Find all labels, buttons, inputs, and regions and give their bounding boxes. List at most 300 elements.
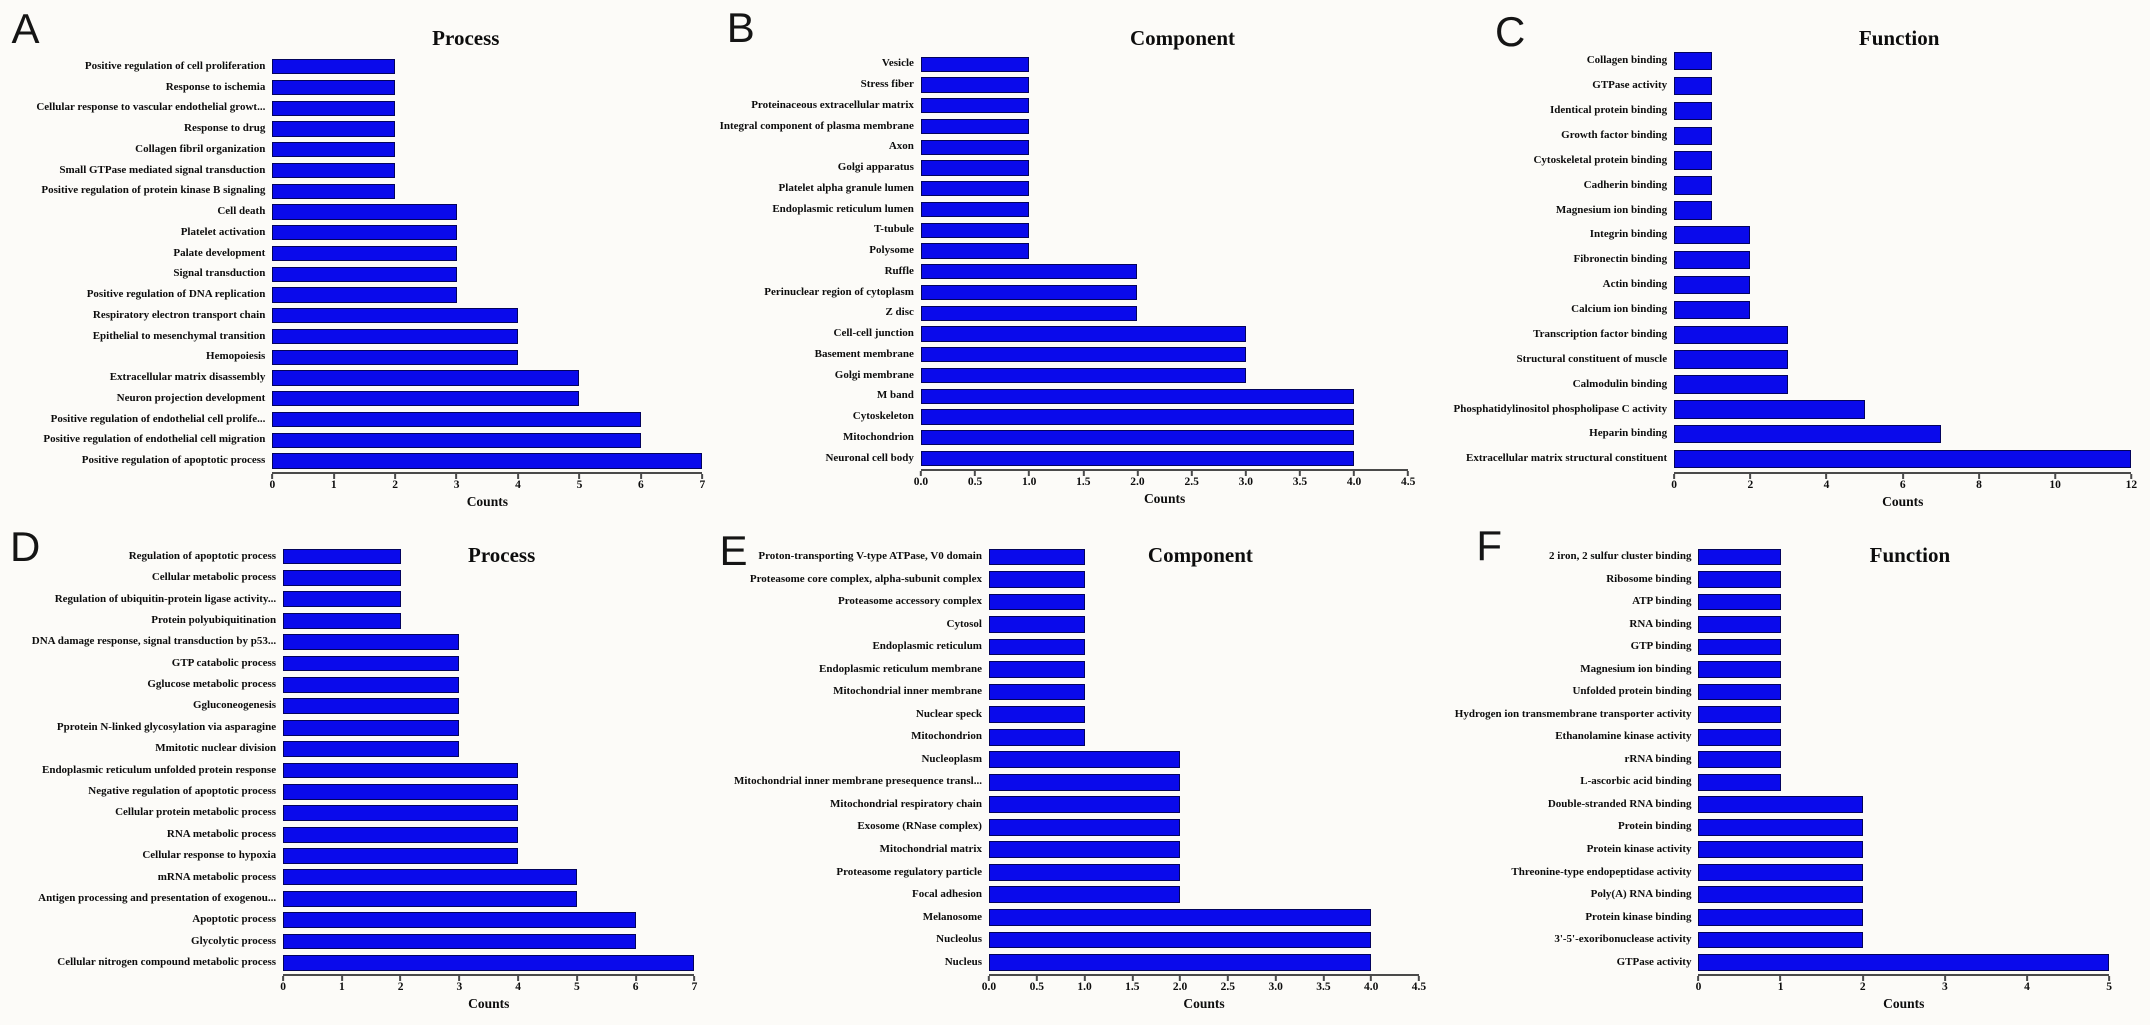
- bar-row: [717, 75, 1434, 96]
- bar: [272, 412, 641, 427]
- bar: [1674, 102, 1712, 120]
- bar-track: [1698, 906, 2109, 929]
- x-axis-label: Counts: [468, 995, 510, 1011]
- bar-row: [1433, 748, 2150, 771]
- bar-track: [272, 347, 702, 368]
- bar: [1674, 425, 1941, 443]
- axis-tick: [1173, 976, 1187, 994]
- bar-track: [1674, 297, 2131, 322]
- axis-tick-label: 1.0: [1022, 475, 1037, 488]
- bar-row: [0, 845, 717, 866]
- bar-row: [0, 546, 717, 567]
- x-axis: [280, 974, 698, 1011]
- bar-track: [272, 222, 702, 243]
- bar-track: [272, 305, 702, 326]
- category-label: Transcription factor binding: [1533, 327, 1668, 340]
- axis-tick: [1293, 471, 1307, 489]
- bar-track: [921, 282, 1408, 303]
- category-label: GTPase activity: [1616, 955, 1692, 968]
- bar-row: [1433, 793, 2150, 816]
- bar-track: [989, 613, 1419, 636]
- category-label: Positive regulation of endothelial cell prolife...: [50, 412, 266, 425]
- bar: [1698, 706, 1780, 723]
- bar: [283, 912, 636, 928]
- bar-track: [272, 368, 702, 389]
- bar-row: [1433, 636, 2150, 659]
- bar: [989, 594, 1085, 611]
- category-label: Poly(A) RNA binding: [1590, 888, 1692, 901]
- axis-tick-label: 6: [632, 980, 639, 993]
- axis-tick-label: 2.5: [1220, 980, 1236, 993]
- category-label: Extracellular matrix disassembly: [109, 371, 266, 384]
- x-axis: [1695, 974, 2112, 1011]
- bar: [921, 389, 1354, 404]
- category-label: Stress fiber: [860, 78, 914, 91]
- axis-tick: [638, 474, 644, 492]
- bar: [283, 934, 636, 950]
- bar-track: [1674, 447, 2131, 472]
- x-axis-label: Counts: [1183, 995, 1225, 1011]
- axis-tick-label: 0: [1671, 478, 1677, 491]
- bar: [1698, 616, 1780, 633]
- bar: [921, 430, 1354, 445]
- bar-track: [921, 220, 1408, 241]
- bar: [283, 741, 459, 757]
- bar-track: [1674, 223, 2131, 248]
- bar-row: [1433, 297, 2150, 322]
- bar: [1698, 594, 1780, 611]
- bar-row: [717, 636, 1434, 659]
- bar-row: [1433, 372, 2150, 397]
- category-label: Magnesium ion binding: [1580, 662, 1692, 675]
- bar-row: [717, 116, 1434, 137]
- axis-tick: [1125, 976, 1139, 994]
- bar: [283, 848, 518, 864]
- bar: [1674, 450, 2131, 468]
- bar-row: [717, 839, 1434, 862]
- category-label: Regulation of ubiquitin-protein ligase activity...: [54, 592, 277, 605]
- axis-tick-label: 10: [2049, 478, 2061, 491]
- bar-row: [717, 568, 1434, 591]
- bar-track: [1698, 726, 2109, 749]
- bar: [989, 909, 1371, 926]
- category-label: Heparin binding: [1589, 427, 1668, 440]
- bar-row: [717, 658, 1434, 681]
- bar-row: [0, 696, 717, 717]
- bar: [989, 639, 1085, 656]
- axis-tick-label: 5: [576, 478, 583, 491]
- category-label: Mmitotic nuclear division: [155, 742, 277, 755]
- bar-row: [0, 781, 717, 802]
- bar: [1674, 127, 1712, 145]
- bar-track: [283, 845, 694, 866]
- category-label: Regulation of apoptotic process: [128, 549, 277, 562]
- bar: [1698, 661, 1780, 678]
- bar: [283, 634, 459, 650]
- bar-row: [717, 407, 1434, 428]
- bar-row: [1433, 951, 2150, 974]
- axis-tick: [1077, 976, 1091, 994]
- bar-row: [1433, 703, 2150, 726]
- bar-row: [717, 546, 1434, 569]
- bar-row: [717, 748, 1434, 771]
- bar: [989, 841, 1180, 858]
- category-label: Cellular metabolic process: [151, 571, 277, 584]
- category-label: Protein binding: [1618, 820, 1692, 833]
- bar-track: [283, 546, 694, 567]
- bar: [272, 59, 395, 74]
- bar: [1674, 77, 1712, 95]
- bar-track: [1698, 591, 2109, 614]
- bar-track: [989, 546, 1419, 569]
- axis-tick: [1022, 471, 1036, 489]
- bar-track: [272, 119, 702, 140]
- bar-track: [1674, 74, 2131, 99]
- bar: [283, 656, 459, 672]
- bar-track: [1674, 347, 2131, 372]
- panel-letter: A: [11, 5, 40, 53]
- category-label: Calcium ion binding: [1571, 303, 1668, 316]
- bar: [921, 264, 1138, 279]
- axis-tick: [515, 474, 521, 492]
- bar: [921, 77, 1029, 92]
- bar-row: [1433, 906, 2150, 929]
- bar-track: [283, 824, 694, 845]
- bar-row: [717, 929, 1434, 952]
- bar-track: [921, 137, 1408, 158]
- bar: [1674, 226, 1750, 244]
- bar-row: [717, 220, 1434, 241]
- bar: [272, 287, 456, 302]
- axis-tick: [457, 976, 463, 994]
- bar-row: [717, 95, 1434, 116]
- bar-track: [1698, 613, 2109, 636]
- bar: [283, 613, 401, 629]
- bar: [272, 350, 518, 365]
- bar-track: [989, 591, 1419, 614]
- bar-track: [989, 703, 1419, 726]
- bar-row: [0, 589, 717, 610]
- panel-e-component: [717, 513, 1434, 1025]
- bar-row: [1433, 98, 2150, 123]
- bar: [1698, 549, 1780, 566]
- bar: [921, 326, 1246, 341]
- bar: [921, 451, 1354, 466]
- bar-row: [717, 137, 1434, 158]
- axis-tick-label: 0.0: [913, 475, 929, 488]
- bar: [921, 57, 1029, 72]
- bar: [283, 570, 401, 586]
- bar-track: [1674, 322, 2131, 347]
- category-label: Cellular protein metabolic process: [115, 806, 277, 819]
- category-label: Exosome (RNase complex): [857, 820, 982, 833]
- bar-track: [1674, 198, 2131, 223]
- bar: [1698, 729, 1780, 746]
- category-label: Focal adhesion: [912, 888, 982, 901]
- axis-tick: [398, 976, 404, 994]
- bar-track: [272, 388, 702, 409]
- category-label: Endoplasmic reticulum lumen: [772, 202, 914, 215]
- bar-row: [717, 951, 1434, 974]
- bar: [989, 684, 1085, 701]
- bar: [283, 591, 401, 607]
- bar-row: [1433, 397, 2150, 422]
- axis-tick: [577, 474, 583, 492]
- bar: [921, 98, 1029, 113]
- bar-track: [989, 681, 1419, 704]
- bar-track: [272, 98, 702, 119]
- axis-tick-label: 2.0: [1130, 475, 1145, 488]
- bar-track: [921, 95, 1408, 116]
- panel-b-component: [717, 0, 1434, 513]
- bar-track: [1698, 568, 2109, 591]
- bar-track: [1698, 681, 2109, 704]
- axis-tick-label: 3: [456, 980, 463, 993]
- bar-row: [1433, 546, 2150, 569]
- bar: [1698, 796, 1862, 813]
- bar-chart: [0, 546, 717, 974]
- axis-tick: [1778, 976, 1784, 994]
- bar-track: [921, 241, 1408, 262]
- bar-track: [283, 952, 694, 973]
- category-label: Cell death: [217, 205, 266, 218]
- bar-row: [0, 952, 717, 973]
- panel-letter: C: [1494, 8, 1526, 56]
- bar-row: [717, 448, 1434, 469]
- bar-track: [921, 199, 1408, 220]
- bar-row: [1433, 884, 2150, 907]
- x-axis: [1671, 472, 2138, 509]
- bar-track: [272, 409, 702, 430]
- bar-track: [1698, 658, 2109, 681]
- bar: [989, 571, 1085, 588]
- category-label: Integrin binding: [1589, 228, 1668, 241]
- bar-track: [989, 568, 1419, 591]
- bar-track: [272, 139, 702, 160]
- bar-chart: [717, 546, 1434, 974]
- bar-row: [717, 861, 1434, 884]
- bar-chart: [0, 56, 717, 471]
- bar: [1698, 864, 1862, 881]
- axis-tick-label: 1: [1777, 980, 1784, 993]
- bar: [283, 955, 694, 971]
- bar-track: [283, 803, 694, 824]
- category-label: Extracellular matrix structural constituent: [1466, 452, 1668, 465]
- bar: [921, 368, 1246, 383]
- category-label: Protein kinase binding: [1585, 910, 1692, 923]
- x-axis-label: Counts: [1883, 995, 1925, 1011]
- panel-letter: E: [719, 526, 748, 574]
- axis-tick: [2024, 976, 2030, 994]
- bar-row: [0, 888, 717, 909]
- bar-row: [0, 98, 717, 119]
- panel-title: Function: [1869, 543, 1951, 568]
- category-label: GTP catabolic process: [171, 656, 277, 669]
- bar-track: [1674, 273, 2131, 298]
- axis-tick: [1824, 474, 1830, 492]
- category-label: Mitochondrion: [911, 730, 982, 743]
- bar-row: [1433, 771, 2150, 794]
- bar-track: [283, 781, 694, 802]
- bar-track: [989, 839, 1419, 862]
- category-label: Polysome: [869, 244, 914, 257]
- bar-track: [921, 75, 1408, 96]
- panel-c-function: [1433, 0, 2150, 513]
- category-label: Proteasome accessory complex: [838, 595, 982, 608]
- x-axis-label: Counts: [466, 493, 508, 509]
- category-label: Identical protein binding: [1549, 104, 1668, 117]
- axis-tick: [633, 976, 639, 994]
- bar-track: [272, 264, 702, 285]
- category-label: Cytosol: [946, 617, 982, 630]
- category-label: Melanosome: [922, 910, 982, 923]
- category-label: 3'-5'-exoribonuclease activity: [1554, 933, 1692, 946]
- panel-d-process: [0, 513, 717, 1025]
- category-label: Positive regulation of apoptotic process: [81, 454, 266, 467]
- panel-f-function: [1433, 513, 2150, 1025]
- axis-tick-label: 0.5: [1029, 980, 1044, 993]
- category-label: rRNA binding: [1624, 752, 1692, 765]
- category-label: Endoplasmic reticulum unfolded protein response: [41, 763, 277, 776]
- bar: [272, 370, 579, 385]
- bar-track: [989, 726, 1419, 749]
- category-label: Magnesium ion binding: [1555, 203, 1668, 216]
- axis-tick: [914, 471, 928, 489]
- bar-row: [1433, 839, 2150, 862]
- bar: [989, 549, 1085, 566]
- bar-chart: [717, 54, 1434, 469]
- bar-row: [717, 261, 1434, 282]
- axis-tick-label: 2: [1859, 980, 1866, 993]
- axis-tick: [515, 976, 521, 994]
- bar-row: [717, 816, 1434, 839]
- bar: [921, 140, 1029, 155]
- bar-row: [717, 365, 1434, 386]
- bar: [283, 720, 459, 736]
- bar-track: [921, 261, 1408, 282]
- category-label: Palate development: [173, 246, 266, 259]
- bar-row: [717, 681, 1434, 704]
- bar-row: [0, 674, 717, 695]
- bar-track: [989, 771, 1419, 794]
- bar-row: [1433, 148, 2150, 173]
- bar-track: [1698, 861, 2109, 884]
- category-label: Signal transduction: [173, 267, 266, 280]
- axis-tick: [280, 976, 286, 994]
- category-label: Collagen fibril organization: [135, 142, 266, 155]
- bar-row: [717, 199, 1434, 220]
- axis-tick-label: 4: [1823, 478, 1830, 491]
- axis-tick-label: 2.5: [1184, 475, 1199, 488]
- bar-track: [283, 931, 694, 952]
- category-label: Growth factor binding: [1561, 128, 1668, 141]
- bar-row: [717, 884, 1434, 907]
- axis-tick: [1130, 471, 1144, 489]
- bar-row: [0, 931, 717, 952]
- axis-tick: [1671, 474, 1677, 492]
- bar-track: [921, 407, 1408, 428]
- axis-tick: [1347, 471, 1361, 489]
- category-label: GTP binding: [1630, 640, 1692, 653]
- bar: [1674, 276, 1750, 294]
- category-label: T-tubule: [873, 223, 914, 236]
- axis-tick: [1900, 474, 1906, 492]
- bar: [989, 932, 1371, 949]
- bar-row: [0, 264, 717, 285]
- axis-tick-label: 3: [1941, 980, 1948, 993]
- bar: [989, 706, 1085, 723]
- axis-tick: [1942, 976, 1948, 994]
- category-label: Z disc: [885, 306, 914, 319]
- bar-row: [0, 202, 717, 223]
- category-label: Glycolytic process: [191, 934, 277, 947]
- category-label: Proteinaceous extracellular matrix: [751, 98, 914, 111]
- category-label: Antigen processing and presentation of exogenou...: [38, 891, 277, 904]
- bar-row: [0, 77, 717, 98]
- bar: [1674, 301, 1750, 319]
- axis-tick-label: 1.5: [1125, 980, 1140, 993]
- bar-row: [717, 282, 1434, 303]
- category-label: Ggluconeogenesis: [192, 699, 277, 712]
- category-label: Nucleoplasm: [921, 752, 982, 765]
- category-label: Ruffle: [884, 264, 914, 277]
- bar-track: [1698, 771, 2109, 794]
- axis-tick: [1412, 976, 1426, 994]
- axis-tick: [1239, 471, 1253, 489]
- bar: [1674, 201, 1712, 219]
- category-label: Cellular nitrogen compound metabolic process: [57, 956, 277, 969]
- bar-track: [1674, 123, 2131, 148]
- category-label: Double-stranded RNA binding: [1547, 797, 1692, 810]
- category-label: RNA binding: [1629, 617, 1692, 630]
- axis-tick-label: 3: [453, 478, 460, 491]
- panel-letter: F: [1476, 521, 1502, 569]
- bar-row: [0, 347, 717, 368]
- bar-track: [921, 324, 1408, 345]
- bar-track: [989, 929, 1419, 952]
- category-label: Neuron projection development: [116, 391, 266, 404]
- bar-row: [717, 427, 1434, 448]
- bar-track: [989, 816, 1419, 839]
- category-label: Response to drug: [184, 122, 266, 135]
- bar-row: [1433, 198, 2150, 223]
- axis-tick-label: 6: [1899, 478, 1906, 491]
- category-label: Cellular response to hypoxia: [142, 849, 277, 862]
- bar-track: [283, 631, 694, 652]
- bar: [272, 80, 395, 95]
- bar-track: [989, 951, 1419, 974]
- bar-row: [1433, 861, 2150, 884]
- bar-row: [1433, 726, 2150, 749]
- bar: [921, 181, 1029, 196]
- bar-track: [1674, 173, 2131, 198]
- bar-track: [283, 867, 694, 888]
- axis-tick: [1184, 471, 1198, 489]
- bar-row: [0, 738, 717, 759]
- bar-row: [717, 241, 1434, 262]
- axis-tick: [574, 976, 580, 994]
- bar: [1698, 639, 1780, 656]
- bar-track: [989, 658, 1419, 681]
- category-label: Calmodulin binding: [1572, 377, 1668, 390]
- axis-tick: [968, 471, 982, 489]
- category-label: ATP binding: [1632, 595, 1692, 608]
- bar: [921, 243, 1029, 258]
- axis-tick-label: 0: [1695, 980, 1702, 993]
- bar-track: [1698, 929, 2109, 952]
- bar: [283, 677, 459, 693]
- bar: [1674, 52, 1712, 70]
